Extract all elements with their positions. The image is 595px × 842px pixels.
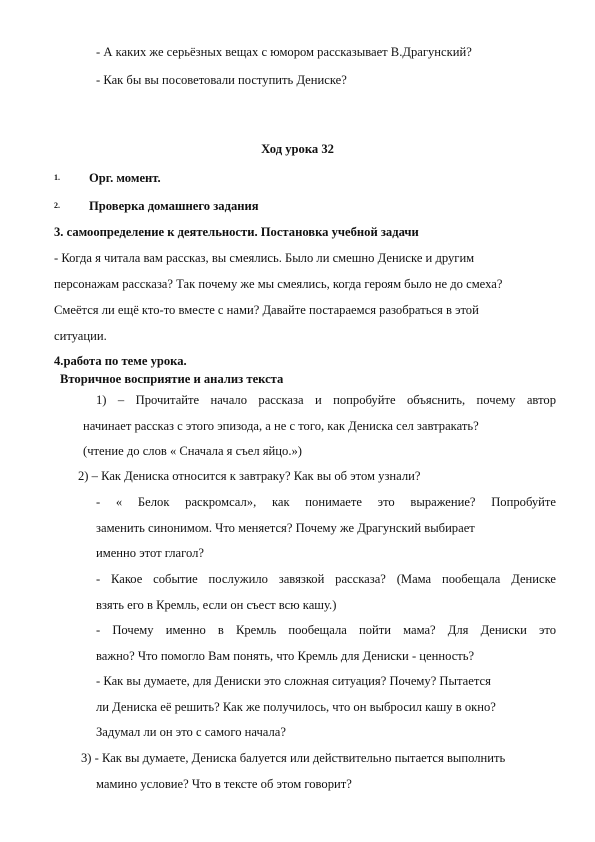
question-2-sub-line: ли Дениска её решить? Как же получилось, что он выбросил кашу в окно? (96, 700, 496, 714)
section-3-line: персонажам рассказа? Так почему же мы смеялись, когда героям было не до смеха? (54, 277, 503, 291)
question-2-sub-line: важно? Что помогло Вам понять, что Кремль для Дениски - ценность? (96, 649, 475, 663)
question-2-sub-line: Задумал ли он это с самого начала? (96, 725, 286, 739)
section-3-line: Смеётся ли ещё кто-то вместе с нами? Давайте постараемся разобраться в этой (54, 303, 479, 317)
intro-question-1: - А каких же серьёзных вещах с юмором рассказывает В.Драгунский? (96, 45, 472, 59)
question-2-sub-line: - Как вы думаете, для Дениски это сложная ситуация? Почему? Пытается (96, 674, 491, 688)
step-2-number: 2. (54, 201, 60, 210)
step-1-number: 1. (54, 173, 60, 182)
question-1-line: (чтение до слов « Сначала я съел яйцо.») (83, 444, 302, 458)
section-3-line: ситуации. (54, 329, 107, 343)
section-4-heading: 4.работа по теме урока. (54, 354, 187, 368)
question-2-sub-line: - Какое событие послужило завязкой рассказа? (Мама пообещала Дениске (96, 572, 556, 586)
lesson-title: Ход урока 32 (261, 142, 334, 156)
question-1-line: 1) – Прочитайте начало рассказа и попробуйте объяснить, почему автор (96, 393, 556, 407)
section-3-line: - Когда я читала вам рассказ, вы смеялись. Было ли смешно Дениске и другим (54, 251, 475, 265)
question-2-sub-line: заменить синонимом. Что меняется? Почему же Драгунский выбирает (96, 521, 475, 535)
question-3-line: 3) - Как вы думаете, Дениска балуется или действительно пытается выполнить (81, 751, 506, 765)
question-2-sub-line: взять его в Кремль, если он съест всю кашу.) (96, 598, 337, 612)
question-1-line: начинает рассказ с этого эпизода, а не с того, как Дениска сел завтракать? (83, 419, 479, 433)
section-3-heading: 3. самоопределение к деятельности. Постановка учебной задачи (54, 225, 419, 239)
question-2-sub-line: - « Белок раскромсал», как понимаете это выражение? Попробуйте (96, 495, 556, 509)
section-4-subheading: Вторичное восприятие и анализ текста (60, 372, 284, 386)
question-3-line: мамино условие? Что в тексте об этом говорит? (96, 777, 352, 791)
question-2-sub-line: - Почему именно в Кремль пообещала пойти мама? Для Дениски это (96, 623, 556, 637)
step-2-text: Проверка домашнего задания (89, 199, 259, 213)
step-1-text: Орг. момент. (89, 171, 161, 185)
intro-question-2: - Как бы вы посоветовали поступить Дениске? (96, 73, 347, 87)
question-2-sub-line: именно этот глагол? (96, 546, 205, 560)
question-2-line: 2) – Как Дениска относится к завтраку? Как вы об этом узнали? (78, 469, 421, 483)
